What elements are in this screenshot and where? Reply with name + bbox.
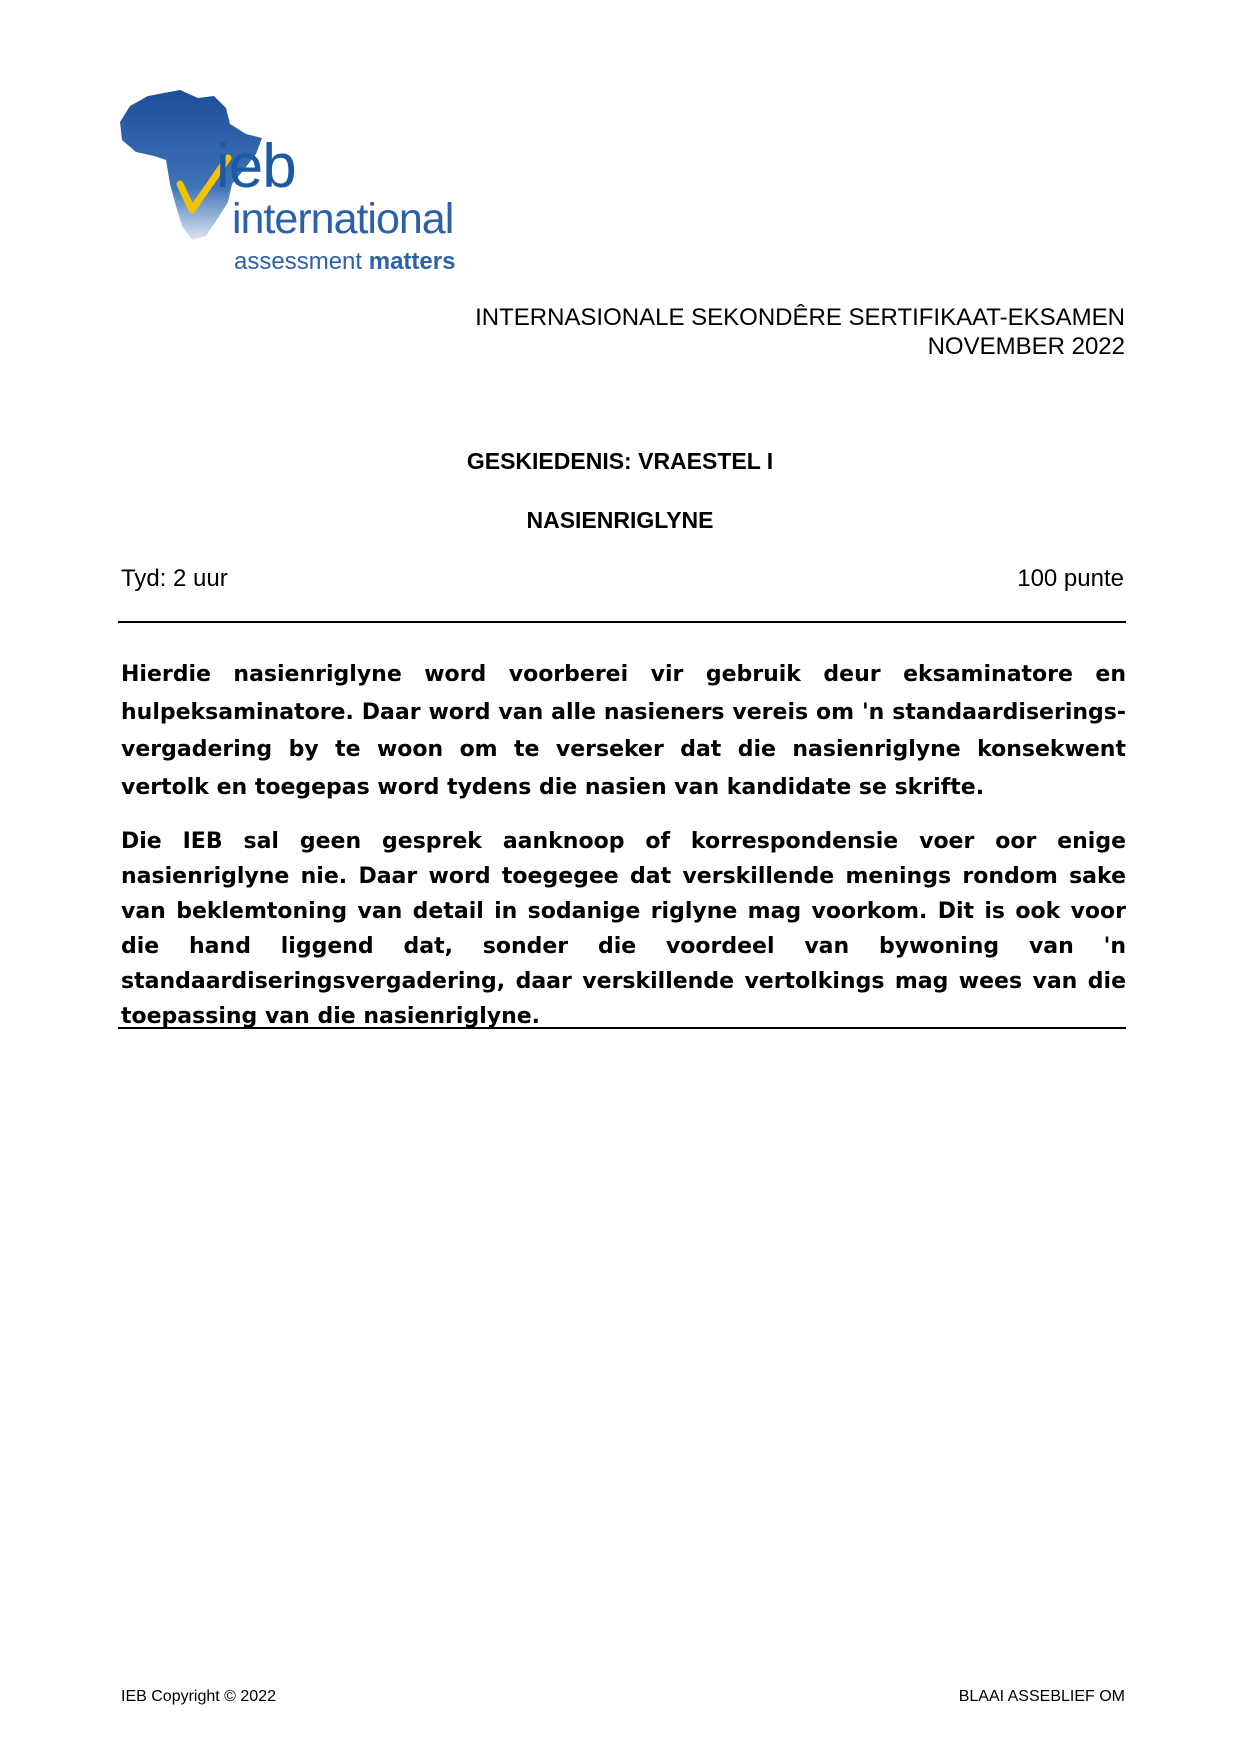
instructions-paragraph-1: Hierdie nasienriglyne word voorberei vir gebruik deur eksaminatore en hulpeksaminatore. Daar word van alle nasieners vereis om 'n standaardiserings-vergadering by te woon om te verseker dat die nasienriglyne konsekwent vertolk en toegepas word tydens die nasien van kandidate se skrifte. [121,662,1126,800]
time-allowed: Tyd: 2 uur [121,565,228,592]
exam-date: NOVEMBER 2022 [927,333,1125,360]
subject-title: GESKIEDENIS: VRAESTEL I [466,448,774,474]
total-marks: 100 punte [1017,565,1124,592]
logo-tagline-bold: matters [368,248,456,275]
logo-tagline-regular: assessment [234,248,363,275]
logo-name: international [232,195,454,243]
logo-brand: ieb [216,132,296,201]
ieb-logo [118,88,468,278]
turn-over-notice: BLAAI ASSEBLIEF OM [958,1688,1125,1705]
exam-name: INTERNASIONALE SEKONDÊRE SERTIFIKAAT-EKSAMEN [475,304,1125,331]
divider-top [118,621,1126,623]
document-title: NASIENRIGLYNE [526,507,714,533]
logo-tagline [234,250,455,274]
copyright-notice: IEB Copyright © 2022 [121,1688,276,1705]
divider-bottom [118,1027,1126,1029]
instructions-paragraph-2: Die IEB sal geen gesprek aanknoop of korrespondensie voer oor enige nasienriglyne nie. Daar word toegegee dat verskillende menings rondom sake van beklemtoning van detail in sodanige riglyne mag voorkom. Dit is ook voor die hand liggend dat, sonder die voordeel van bywoning van 'n standaardiseringsvergadering, daar verskillende vertolkings mag wees van die toepassing van die nasienriglyne. [121,829,1126,1029]
